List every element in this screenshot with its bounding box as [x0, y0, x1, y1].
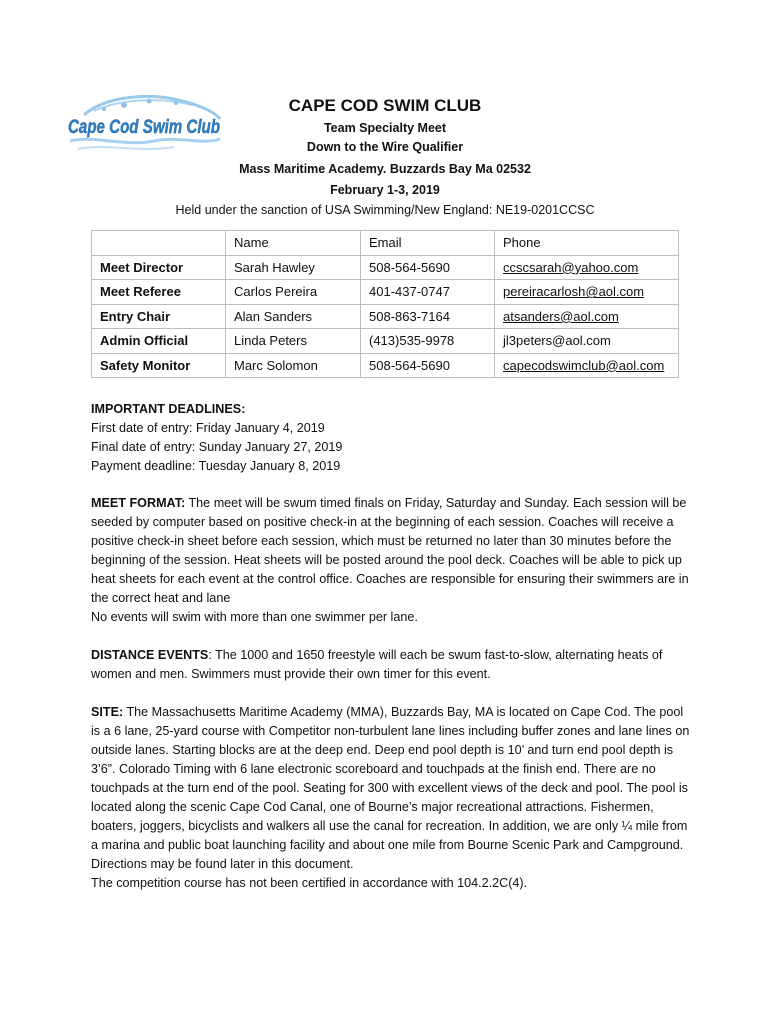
contact-role: Safety Monitor	[92, 353, 226, 378]
contact-phone: 508-863-7164	[361, 304, 495, 329]
table-row	[92, 255, 679, 280]
table-row	[92, 304, 679, 329]
header-email: Email	[361, 231, 495, 256]
header-name: Name	[226, 231, 361, 256]
contact-email: jl3peters@aol.com	[495, 329, 679, 354]
site-text: The Massachusetts Maritime Academy (MMA), Buzzards Bay, MA is located on Cape Cod. The pool is a 6 lane, 25-yard course with Competitor non-turbulent lane lines including buffer zones and lane lines on outside lanes. Starting blocks are at the deep end. Deep end pool depth is 10’ and turn end pool depth is 3’6”. Colorado Timing with 6 lane electronic scoreboard and touchpads at the finish end. There are no touchpads at the turn end of the pool. Seating for 300 with excellent views of the deck and pool. The pool is located along the scenic Cape Cod Canal, one of Bourne’s major recreational attractions. Fishermen, boaters, joggers, bicyclists and walkers all use the canal for recreation. In addition, we are only ¼ mile from a marina and public boat launching facility and about one mile from Bourne Scenic Park and Campground. Directions may be found later in this document.	[91, 705, 690, 871]
page-title: CAPE COD SWIM CLUB	[288, 96, 482, 115]
table-row	[92, 329, 679, 354]
contact-role: Entry Chair	[92, 304, 226, 329]
first-entry-date: First date of entry: Friday January 4, 2019	[91, 421, 325, 435]
meet-type: Team Specialty Meet	[323, 121, 447, 135]
header-blank	[92, 231, 226, 256]
payment-deadline: Payment deadline: Tuesday January 8, 2019	[91, 459, 341, 473]
table-header-row	[92, 231, 679, 256]
contact-email-link[interactable]: capecodswimclub@aol.com	[495, 353, 679, 378]
meet-format-text: The meet will be swum timed finals on Friday, Saturday and Sunday. Each session will be seeded by computer based on positive check-in at the beginning of each session. Coaches will receive a positive check-in sheet before each session, which must be returned no later than 30 minutes before the beginning of the session. Heat sheets will be posted around the pool deck. Coaches will be able to pick up heat sheets for each event at the control office. Coaches are responsible for ensuring their swimmers are in the correct heat and lane	[91, 496, 689, 605]
contact-name: Carlos Pereira	[226, 280, 361, 305]
contact-name: Alan Sanders	[226, 304, 361, 329]
deadlines-section	[91, 400, 691, 476]
table-row	[92, 353, 679, 378]
certification-note: The competition course has not been certified in accordance with 104.2.2C(4).	[91, 876, 528, 890]
meet-dates: February 1-3, 2019	[330, 183, 440, 197]
contacts-table	[91, 230, 679, 378]
contact-name: Linda Peters	[226, 329, 361, 354]
deadlines-heading: IMPORTANT DEADLINES:	[91, 402, 246, 416]
contact-email-link[interactable]: ccscsarah@yahoo.com	[495, 255, 679, 280]
site-label: SITE:	[91, 705, 124, 719]
sanction-line: Held under the sanction of USA Swimming/New England: NE19-0201CCSC	[175, 203, 595, 217]
contact-name: Marc Solomon	[226, 353, 361, 378]
final-entry-date: Final date of entry: Sunday January 27, 2019	[91, 440, 343, 454]
meet-format-extra: No events will swim with more than one swimmer per lane.	[91, 610, 418, 624]
meet-format-section	[91, 494, 691, 627]
meet-name: Down to the Wire Qualifier	[306, 140, 464, 154]
contact-role: Meet Referee	[92, 280, 226, 305]
contact-email-link[interactable]: atsanders@aol.com	[495, 304, 679, 329]
contact-phone: 508-564-5690	[361, 255, 495, 280]
meet-format-label: MEET FORMAT:	[91, 496, 186, 510]
contact-phone: 508-564-5690	[361, 353, 495, 378]
table-row	[92, 280, 679, 305]
contact-name: Sarah Hawley	[226, 255, 361, 280]
contact-phone: (413)535-9978	[361, 329, 495, 354]
header-phone: Phone	[495, 231, 679, 256]
distance-events-label: DISTANCE EVENTS	[91, 648, 209, 662]
meet-location: Mass Maritime Academy. Buzzards Bay Ma 02532	[239, 162, 531, 176]
contact-phone: 401-437-0747	[361, 280, 495, 305]
contact-role: Meet Director	[92, 255, 226, 280]
site-section	[91, 703, 691, 893]
logo-text: Cape Cod Swim Club	[68, 117, 221, 138]
distance-events-text: : The 1000 and 1650 freestyle will each be swum fast-to-slow, alternating heats of women and men. Swimmers must provide their own timer for this event.	[91, 648, 663, 681]
contact-role: Admin Official	[92, 329, 226, 354]
contact-email-link[interactable]: pereiracarlosh@aol.com	[495, 280, 679, 305]
distance-events-section	[91, 646, 691, 684]
